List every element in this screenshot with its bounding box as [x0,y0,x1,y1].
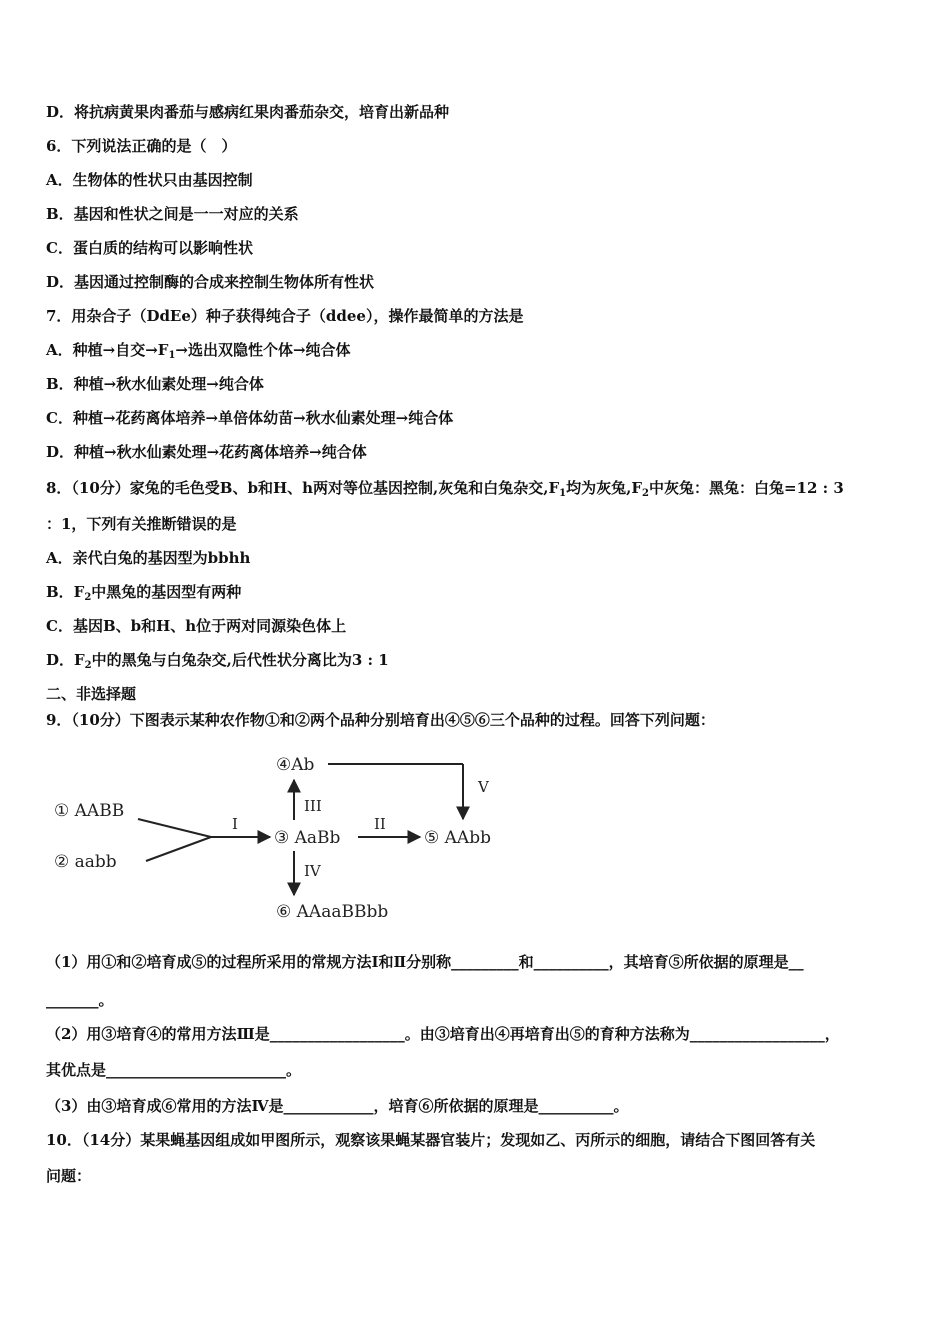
q10-stem-line2: 问题： [46,1167,92,1185]
q7-option-a: A．种植→自交$\to F_1\to$选出双隐性个体→纯合体 [46,341,351,361]
breeding-diagram [46,745,516,930]
q5-option-d: D．将抗病黄果肉番茄与感病红果肉番茄杂交，培育出新品种 [46,103,450,121]
section-heading: 二、非选择题 [46,685,137,703]
q6-option-c: C．蛋白质的结构可以影响性状 [46,239,253,257]
node-aaaabbbb-polyploid: ⑥ AAaaBBbb [276,902,389,922]
q6-stem: 6．下列说法正确的是（ ） [46,137,237,155]
q9-part1-line2: _______。 [46,991,114,1009]
node-ab-haploid: ④Ab [276,755,315,775]
q7-stem: 7．用杂合子（DdEe）种子获得纯合子（ddee），操作最简单的方法是 [46,307,524,325]
label-step-4: IV [304,862,321,880]
node-aabb-hybrid: ③ AaBb [274,828,341,848]
q8-stem-line2: ：1，下列有关推断错误的是 [46,515,237,533]
q7-option-d: D．种植→秋水仙素处理→花药离体培养→纯合体 [46,443,367,461]
q8-stem-line1: 8．（10分）家兔的毛色受B、b和H、h两对等位基因控制,灰兔和白兔杂交$,F_1$均为灰兔$,F_2$中灰兔：黑兔：白兔=12 : 3 [46,479,844,499]
cross-line-bottom [146,837,211,861]
q10-stem-line1: 10．（14分）某果蝇基因组成如甲图所示，观察该果蝇某器官装片；发现如乙、丙所示的细胞，请结合下图回答有关 [46,1131,816,1149]
label-step-3: III [304,797,322,815]
label-step-5: V [478,778,489,796]
q9-part2-line2: 其优点是________________________。 [46,1061,302,1079]
q9-part2-line1: （2）用③培育④的常用方法Ⅲ是__________________。由③培育出④再培育出⑤的育种方法称为__________________， [46,1025,840,1043]
label-step-2: II [374,815,386,833]
q8-option-d: D．$F_2$中的黑兔与白兔杂交,后代性状分离比为3 : 1 [46,651,389,671]
q8-option-c: C．基因B、b和H、h位于两对同源染色体上 [46,617,347,635]
q6-option-b: B．基因和性状之间是一一对应的关系 [46,205,299,223]
q6-option-a: A．生物体的性状只由基因控制 [46,171,253,189]
q9-part3: （3）由③培育成⑥常用的方法Ⅳ是____________，培育⑥所依据的原理是__________。 [46,1097,629,1115]
q7-option-c: C．种植→花药离体培养→单倍体幼苗→秋水仙素处理→纯合体 [46,409,454,427]
q6-option-d: D．基因通过控制酶的合成来控制生物体所有性状 [46,273,375,291]
cross-line-top [138,819,211,837]
node-aabb-recessive: ② aabb [54,852,117,872]
node-aabb-parent: ① AABB [54,801,125,821]
q8-option-b: B．$F_2$中黑兔的基因型有两种 [46,583,242,603]
q8-option-a: A．亲代白兔的基因型为bbhh [46,549,251,567]
node-aabb-product: ⑤ AAbb [424,828,491,848]
q9-part1-line1: （1）用①和②培育成⑤的过程所采用的常规方法Ⅰ和Ⅱ分别称_________和__________，其培育⑤所依据的原理是__ [46,953,804,971]
q7-option-b: B．种植→秋水仙素处理→纯合体 [46,375,264,393]
q9-stem: 9．（10分）下图表示某种农作物①和②两个品种分别培育出④⑤⑥三个品种的过程。回答下列问题： [46,711,715,729]
label-step-1: I [232,815,238,833]
